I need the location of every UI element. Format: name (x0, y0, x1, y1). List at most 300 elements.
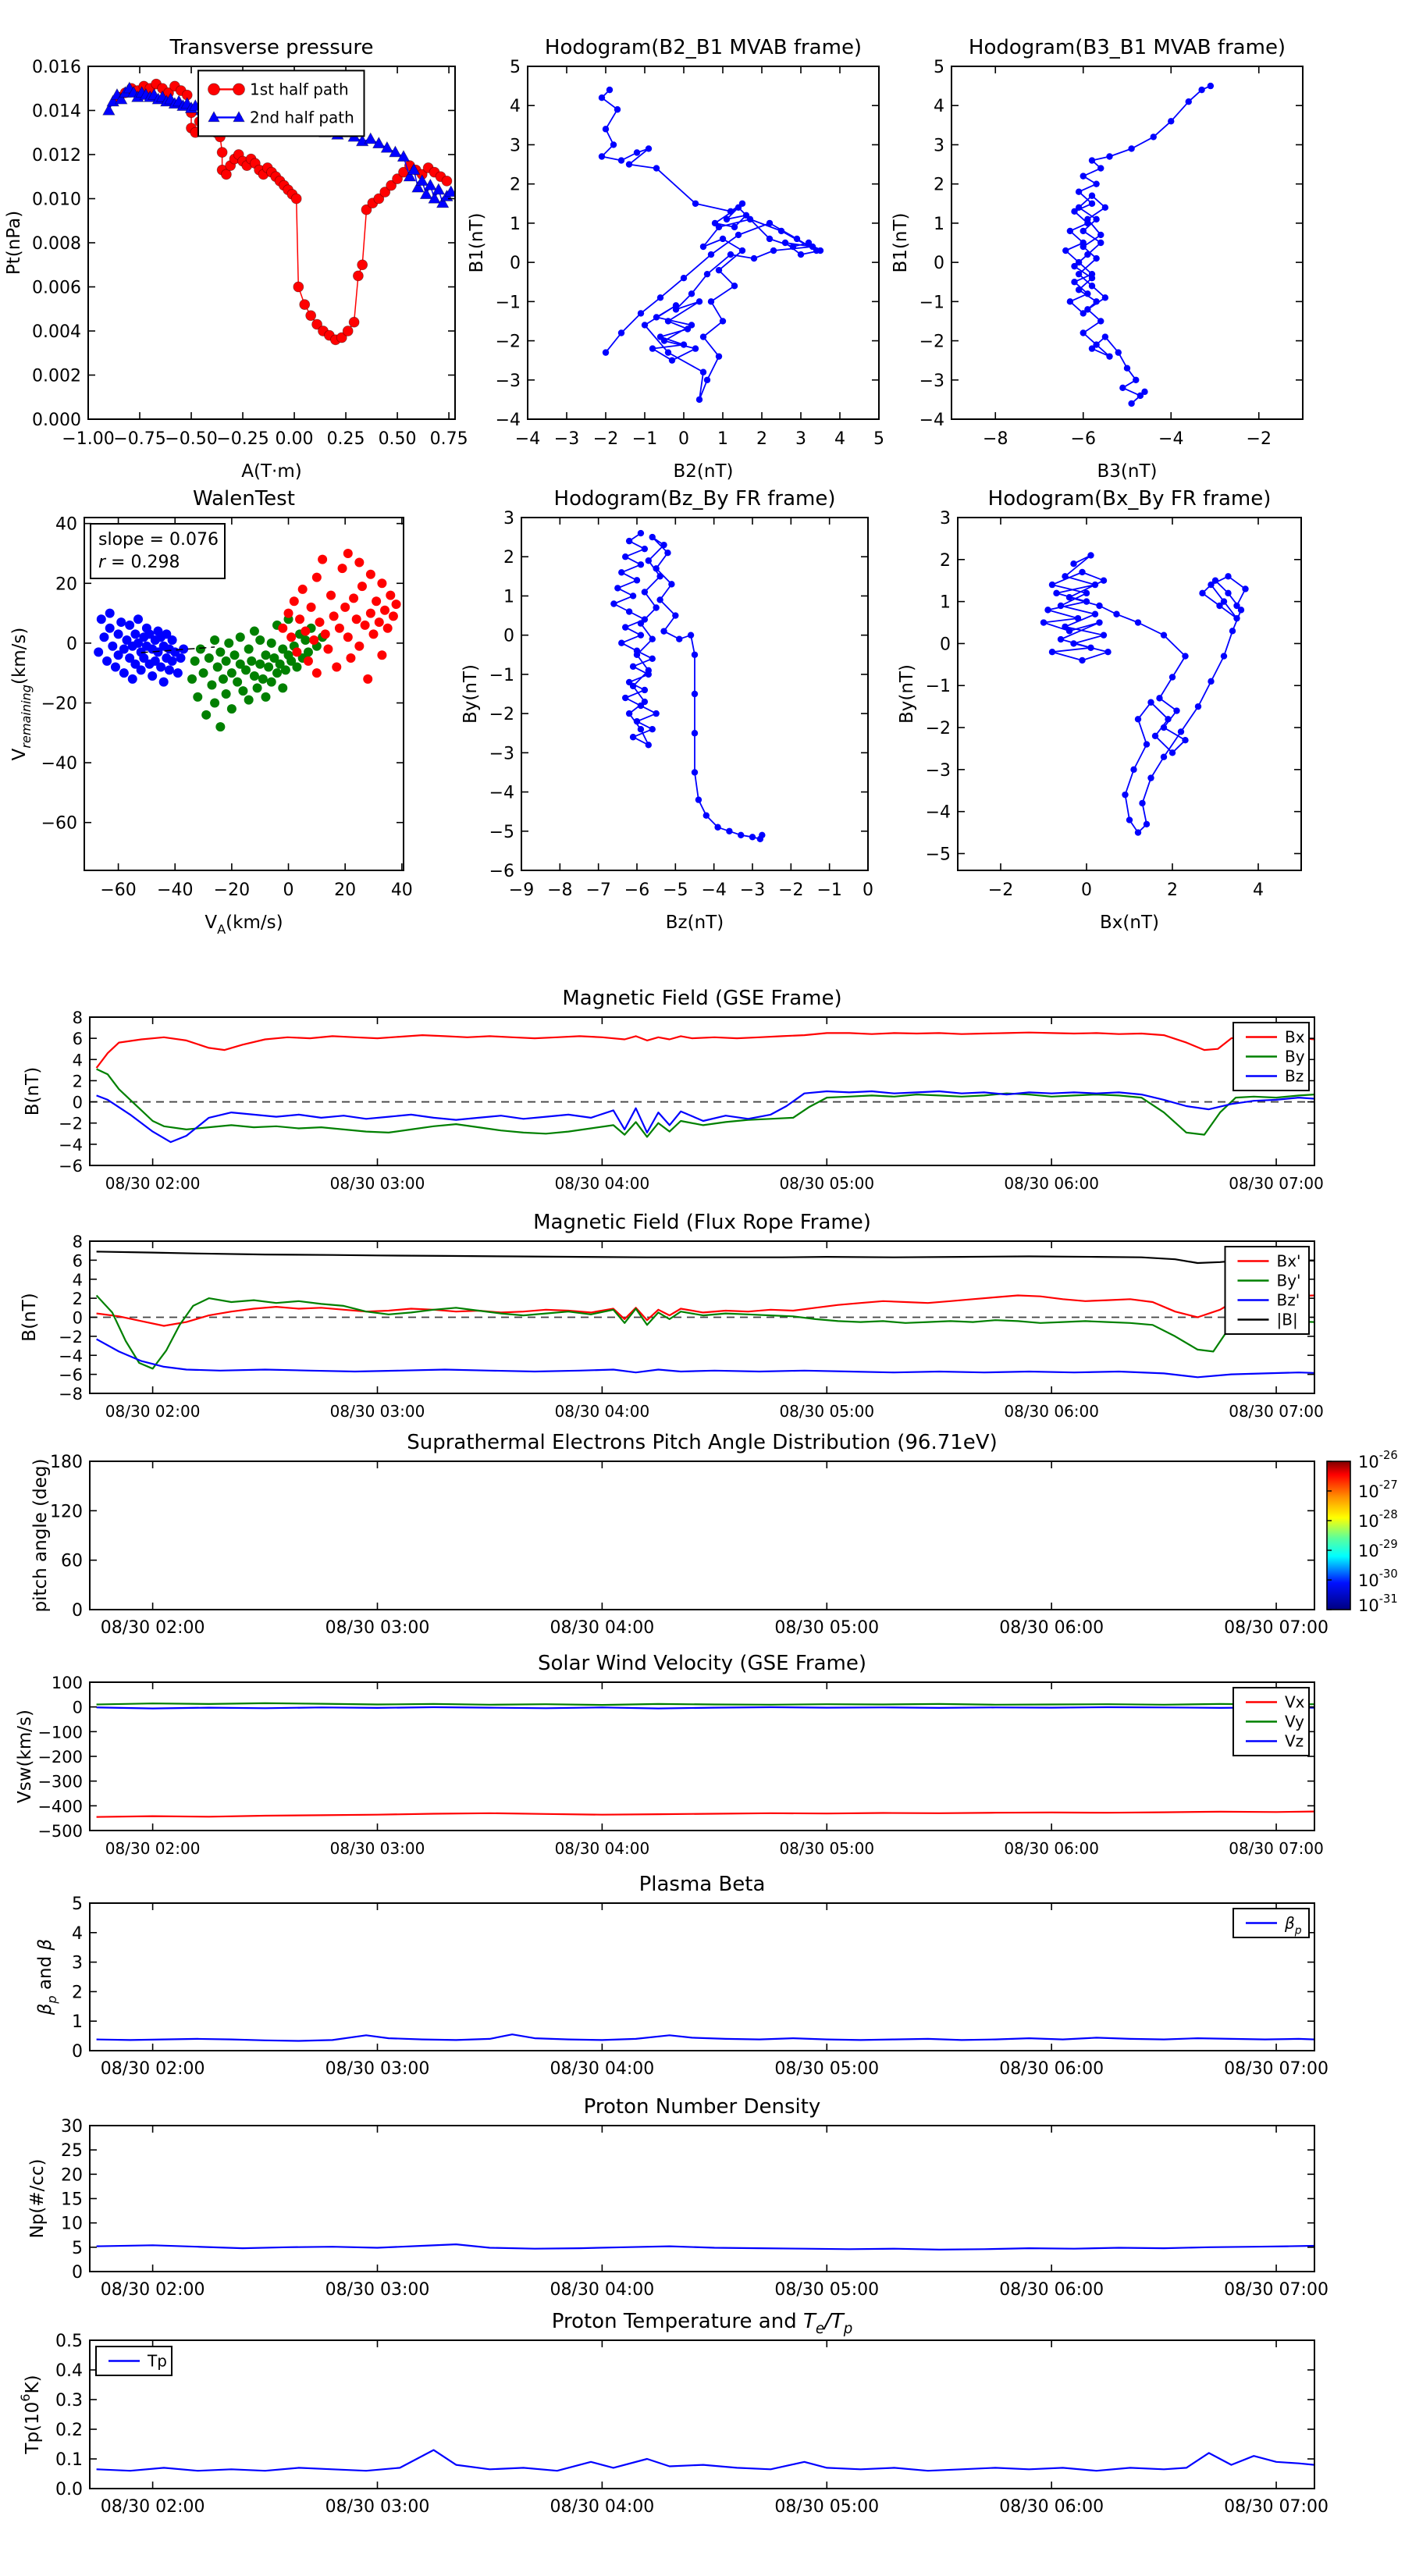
y-tick-label: 30 (61, 2117, 83, 2137)
axes-frame (90, 2340, 1314, 2489)
y-tick-label: 0 (940, 635, 951, 655)
y-tick-label: 4 (510, 97, 521, 117)
x-tick-label: 08/30 07:00 (1229, 1174, 1324, 1193)
y-axis-label: pitch angle (deg) (30, 1458, 51, 1613)
legend-label: 2nd half path (250, 108, 354, 127)
point-marker (210, 635, 219, 645)
x-tick-label: 08/30 05:00 (779, 1174, 875, 1193)
point-marker (1151, 133, 1157, 140)
series-line-b3b1 path (1065, 86, 1211, 404)
chart-title: Hodogram(Bx_By FR frame) (987, 487, 1272, 511)
y-tick-label: 5 (934, 58, 944, 77)
y-tick-label: 0.004 (32, 322, 81, 342)
annotation-line: slope = 0.076 (98, 530, 219, 550)
legend-label: 1st half path (250, 80, 349, 99)
point-marker (714, 824, 720, 831)
point-marker (116, 617, 126, 627)
point-marker (383, 624, 393, 633)
point-marker (361, 621, 370, 630)
legend (1233, 1909, 1309, 1937)
point-marker (1144, 821, 1150, 827)
x-tick-label: 0 (283, 881, 294, 900)
x-tick-label: 08/30 03:00 (329, 1839, 425, 1858)
y-tick-label: −1 (489, 665, 514, 685)
x-tick-label: 08/30 02:00 (105, 1174, 201, 1193)
y-axis-label: Vsw(km/s) (15, 1710, 35, 1803)
y-tick-label: −6 (489, 862, 514, 881)
point-marker (630, 683, 636, 689)
colorbar-label: $10^{-26}$ (1358, 1449, 1398, 1471)
point-marker (681, 275, 687, 281)
point-marker (366, 609, 375, 618)
x-tick-label: −0.25 (216, 429, 269, 449)
point-marker (692, 345, 699, 351)
point-marker (349, 593, 358, 603)
point-marker (307, 603, 316, 612)
point-marker (222, 656, 231, 666)
point-marker (321, 629, 330, 639)
y-tick-label: −4 (495, 411, 521, 430)
point-marker (196, 645, 205, 654)
point-marker (340, 603, 350, 612)
point-marker (1040, 619, 1047, 625)
series-line-bxby path (1044, 555, 1246, 832)
legend-label: $\beta_p$ (1285, 1913, 1302, 1937)
point-marker (148, 671, 157, 681)
point-marker (1062, 247, 1069, 254)
point-marker (1080, 228, 1087, 234)
y-tick-label: 3 (934, 136, 944, 156)
point-marker (599, 153, 605, 159)
legend (1233, 1023, 1309, 1091)
point-marker (653, 165, 660, 171)
annotation (91, 524, 225, 578)
x-tick-label: −2 (987, 881, 1014, 900)
point-marker (1058, 603, 1064, 609)
chart-title: Plasma Beta (638, 1873, 766, 1896)
x-tick-label: 40 (390, 881, 413, 900)
point-marker (642, 546, 648, 552)
colorbar-label: $10^{-27}$ (1358, 1478, 1398, 1501)
point-marker (638, 726, 644, 732)
point-marker (1173, 707, 1179, 713)
point-marker (634, 149, 640, 155)
legend-label: By' (1276, 1271, 1301, 1290)
point-marker (1097, 165, 1104, 171)
point-marker (1067, 228, 1073, 234)
x-tick-label: 08/30 06:00 (999, 2059, 1104, 2079)
point-marker (653, 314, 660, 320)
legend-label: Bz (1285, 1066, 1304, 1086)
point-marker (329, 611, 339, 621)
point-marker (111, 663, 120, 672)
point-marker (681, 341, 687, 347)
y-tick-label: −4 (919, 411, 944, 430)
colorbar-label: $10^{-28}$ (1358, 1508, 1398, 1531)
chart-temp (18, 2310, 1329, 2517)
y-tick-label: 0.000 (32, 411, 81, 430)
point-marker (1102, 294, 1108, 301)
y-tick-label: −1 (495, 293, 521, 313)
point-marker (193, 692, 202, 702)
axes-frame (528, 66, 879, 419)
point-marker (642, 699, 648, 705)
point-marker (716, 353, 722, 359)
point-marker (215, 647, 225, 656)
point-marker (281, 665, 290, 674)
point-marker (190, 656, 200, 666)
series-group (1062, 83, 1214, 407)
point-marker (1135, 829, 1141, 835)
point-marker (634, 718, 640, 724)
point-marker (1208, 83, 1214, 89)
point-marker (1104, 649, 1111, 655)
point-marker (642, 589, 648, 595)
point-marker (208, 84, 220, 95)
x-tick-label: −4 (1158, 429, 1184, 449)
y-tick-label: −6 (59, 1365, 83, 1385)
y-tick-label: −8 (59, 1385, 83, 1404)
point-marker (638, 310, 644, 316)
y-tick-label: 1 (72, 2012, 83, 2033)
x-tick-label: 08/30 02:00 (105, 1402, 201, 1421)
point-marker (688, 290, 695, 297)
point-marker (1182, 653, 1188, 659)
point-marker (688, 322, 695, 328)
point-marker (618, 640, 624, 646)
x-tick-label: −9 (508, 881, 535, 900)
point-marker (1126, 817, 1133, 823)
x-tick-label: −1 (816, 881, 842, 900)
y-tick-label: −5 (489, 822, 514, 842)
point-marker (1097, 318, 1104, 324)
x-tick-label: 0.25 (326, 429, 365, 449)
y-tick-label: 2 (72, 1983, 83, 2003)
point-marker (1208, 582, 1214, 588)
point-marker (1049, 649, 1055, 655)
point-marker (1144, 741, 1150, 747)
colorbar-gradient (1327, 1461, 1350, 1610)
point-marker (293, 282, 304, 292)
y-tick-label: −4 (489, 783, 514, 803)
point-marker (610, 600, 617, 607)
point-marker (724, 216, 730, 222)
point-marker (1119, 385, 1126, 391)
point-marker (292, 647, 301, 656)
point-marker (696, 298, 702, 304)
point-marker (1165, 716, 1171, 722)
point-marker (258, 674, 268, 684)
point-marker (653, 604, 659, 610)
point-marker (366, 570, 375, 579)
point-marker (727, 208, 734, 215)
y-tick-label: −4 (59, 1347, 83, 1366)
legend-label: Tp (148, 2351, 167, 2371)
point-marker (657, 294, 663, 301)
point-marker (173, 668, 183, 678)
point-marker (778, 228, 784, 234)
point-marker (747, 216, 753, 222)
point-marker (649, 656, 656, 662)
y-tick-label: 2 (510, 175, 521, 195)
point-marker (1233, 615, 1240, 621)
x-tick-label: −2 (1246, 429, 1272, 449)
x-tick-label: −2 (778, 881, 804, 900)
series-line-Vy (97, 1703, 1314, 1705)
point-marker (357, 582, 367, 591)
point-marker (630, 664, 636, 670)
y-tick-label: 8 (72, 1233, 83, 1251)
y-tick-label: 0 (934, 254, 944, 274)
x-tick-label: 08/30 03:00 (325, 2497, 430, 2517)
point-marker (1084, 216, 1090, 222)
y-axis-label: Pt(nPa) (4, 210, 24, 276)
series-line-Vz (97, 1707, 1314, 1709)
point-marker (244, 696, 254, 705)
chart-title: Hodogram(B2_B1 MVAB frame) (544, 36, 863, 59)
x-tick-label: 08/30 04:00 (554, 1174, 650, 1193)
x-tick-label: 08/30 03:00 (329, 1402, 425, 1421)
chart-vel (15, 1652, 1324, 1858)
point-marker (224, 639, 233, 648)
point-marker (301, 635, 310, 645)
point-marker (660, 628, 667, 634)
y-tick-label: −2 (489, 705, 514, 725)
point-marker (759, 832, 765, 838)
point-marker (1135, 716, 1141, 722)
point-marker (749, 834, 756, 840)
point-marker (664, 550, 670, 556)
point-marker (301, 627, 310, 636)
legend-label: Vy (1285, 1712, 1304, 1731)
point-marker (272, 668, 282, 678)
point-marker (708, 298, 714, 304)
x-tick-label: 2 (756, 429, 767, 449)
y-tick-label: −500 (37, 1822, 83, 1841)
point-marker (1130, 767, 1136, 773)
point-marker (1089, 157, 1095, 163)
y-tick-label: 4 (72, 1051, 83, 1070)
x-tick-label: 08/30 05:00 (774, 2280, 880, 2300)
x-tick-label: 08/30 06:00 (1004, 1174, 1099, 1193)
chart-hod_bxby (897, 487, 1301, 933)
point-marker (125, 621, 134, 630)
y-tick-label: 0.2 (55, 2421, 83, 2440)
point-marker (638, 561, 644, 568)
y-tick-label: −4 (59, 1135, 83, 1155)
point-marker (1093, 180, 1099, 187)
point-marker (137, 665, 146, 674)
point-marker (1080, 329, 1087, 336)
chart-bfr (20, 1211, 1324, 1421)
point-marker (222, 689, 231, 699)
point-marker (622, 553, 628, 560)
y-tick-label: 0 (72, 1093, 83, 1112)
point-marker (1106, 353, 1112, 359)
point-marker (230, 650, 240, 660)
point-marker (354, 557, 364, 567)
x-tick-label: 08/30 04:00 (550, 2497, 655, 2517)
series-group (97, 1703, 1314, 1817)
point-marker (1101, 632, 1107, 638)
point-marker (630, 734, 636, 740)
point-marker (215, 722, 225, 731)
point-marker (646, 667, 652, 674)
point-marker (1089, 201, 1095, 207)
legend-label: Bx (1285, 1027, 1305, 1047)
point-marker (618, 157, 624, 163)
point-marker (213, 663, 222, 672)
axes-frame (90, 1461, 1314, 1610)
chart-title: Suprathermal Electrons Pitch Angle Distribution (96.71eV) (407, 1431, 998, 1454)
point-marker (1182, 737, 1188, 743)
point-marker (1233, 603, 1240, 609)
point-marker (739, 247, 745, 254)
y-tick-label: 3 (510, 136, 521, 156)
y-tick-label: −400 (37, 1797, 83, 1816)
point-marker (1242, 585, 1248, 592)
point-marker (119, 668, 129, 678)
point-marker (1067, 298, 1073, 304)
point-marker (1079, 569, 1085, 575)
y-tick-label: 0 (66, 634, 77, 654)
legend-label: Bz' (1276, 1290, 1300, 1310)
y-tick-label: 0 (503, 626, 514, 646)
point-marker (790, 244, 796, 250)
point-marker (695, 796, 702, 802)
point-marker (716, 224, 722, 230)
point-marker (278, 624, 287, 633)
x-tick-label: −1.00 (62, 429, 115, 449)
point-marker (238, 686, 247, 696)
point-marker (233, 84, 245, 95)
y-tick-label: 180 (50, 1453, 83, 1472)
point-marker (205, 653, 214, 663)
point-marker (1128, 400, 1134, 407)
chart-title: Proton Number Density (583, 2095, 821, 2119)
x-tick-label: 08/30 05:00 (774, 1618, 880, 1638)
point-marker (656, 596, 663, 603)
y-tick-label: 4 (934, 97, 944, 117)
point-marker (1058, 636, 1064, 642)
y-tick-label: 3 (940, 509, 951, 528)
point-marker (782, 240, 788, 246)
point-marker (278, 683, 287, 692)
point-marker (105, 609, 115, 618)
point-marker (318, 555, 327, 564)
point-marker (343, 632, 353, 642)
point-marker (210, 698, 219, 707)
point-marker (692, 652, 698, 658)
x-tick-label: 0.50 (378, 429, 417, 449)
x-tick-label: 0 (1081, 881, 1092, 900)
y-tick-label: 0.008 (32, 234, 81, 254)
point-marker (168, 656, 177, 666)
point-marker (726, 828, 732, 834)
point-marker (735, 232, 742, 238)
chart-walen (9, 487, 413, 937)
x-tick-label: −6 (1070, 429, 1096, 449)
y-axis-label: B1(nT) (891, 212, 911, 273)
point-marker (128, 674, 137, 684)
point-marker (1076, 271, 1082, 277)
y-axis-label: By(nT) (897, 664, 917, 724)
x-axis-label: Bz(nT) (665, 913, 724, 933)
series-line-Bz' (97, 1340, 1314, 1378)
point-marker (1102, 333, 1108, 340)
y-tick-label: −2 (919, 332, 944, 352)
y-tick-label: −3 (489, 744, 514, 764)
point-marker (1168, 118, 1174, 124)
point-marker (1084, 290, 1090, 297)
x-tick-label: −4 (514, 429, 541, 449)
series-line-Bx' (97, 1294, 1314, 1325)
point-marker (1128, 145, 1134, 151)
point-marker (813, 247, 820, 254)
y-tick-label: −5 (925, 845, 951, 865)
y-tick-label: 20 (55, 575, 77, 595)
point-marker (250, 671, 259, 681)
point-marker (622, 624, 628, 630)
point-marker (700, 333, 706, 340)
x-tick-label: 08/30 06:00 (999, 2497, 1104, 2517)
point-marker (1084, 306, 1090, 312)
point-marker (610, 141, 617, 148)
point-marker (1106, 153, 1112, 159)
x-tick-label: 08/30 04:00 (554, 1839, 650, 1858)
y-tick-label: −200 (37, 1748, 83, 1767)
point-marker (708, 251, 714, 258)
x-tick-label: 08/30 07:00 (1229, 1839, 1324, 1858)
y-tick-label: −2 (925, 719, 951, 739)
point-marker (1195, 703, 1201, 710)
x-tick-label: 1 (717, 429, 728, 449)
point-marker (1071, 279, 1077, 285)
point-marker (1093, 216, 1099, 222)
chart-pressure (4, 36, 468, 482)
x-tick-label: 08/30 02:00 (100, 2059, 205, 2079)
point-marker (312, 573, 322, 582)
point-marker (656, 573, 663, 579)
point-marker (291, 194, 301, 204)
x-tick-label: −40 (157, 881, 194, 900)
point-marker (346, 653, 355, 663)
point-marker (751, 255, 757, 262)
y-tick-label: 0.002 (32, 366, 81, 386)
point-marker (159, 678, 169, 687)
point-marker (688, 632, 694, 638)
point-marker (1087, 552, 1094, 558)
legend-label: Bx' (1276, 1251, 1301, 1271)
point-marker (614, 106, 621, 112)
point-marker (626, 161, 632, 167)
point-marker (326, 591, 336, 600)
y-tick-label: −3 (919, 371, 944, 391)
x-axis-label: A(T·m) (241, 461, 302, 482)
y-tick-label: 5 (72, 1895, 83, 1914)
point-marker (1122, 792, 1128, 798)
chart-bgse (23, 987, 1324, 1193)
legend-label: Vx (1285, 1692, 1305, 1712)
x-tick-label: −20 (213, 881, 251, 900)
point-marker (176, 653, 185, 663)
y-tick-label: 0.1 (55, 2450, 83, 2470)
y-axis-label: B(nT) (23, 1066, 43, 1116)
point-marker (1225, 573, 1231, 579)
point-marker (614, 585, 621, 591)
x-tick-label: 08/30 07:00 (1224, 2059, 1329, 2079)
series-line-Np (97, 2244, 1314, 2250)
